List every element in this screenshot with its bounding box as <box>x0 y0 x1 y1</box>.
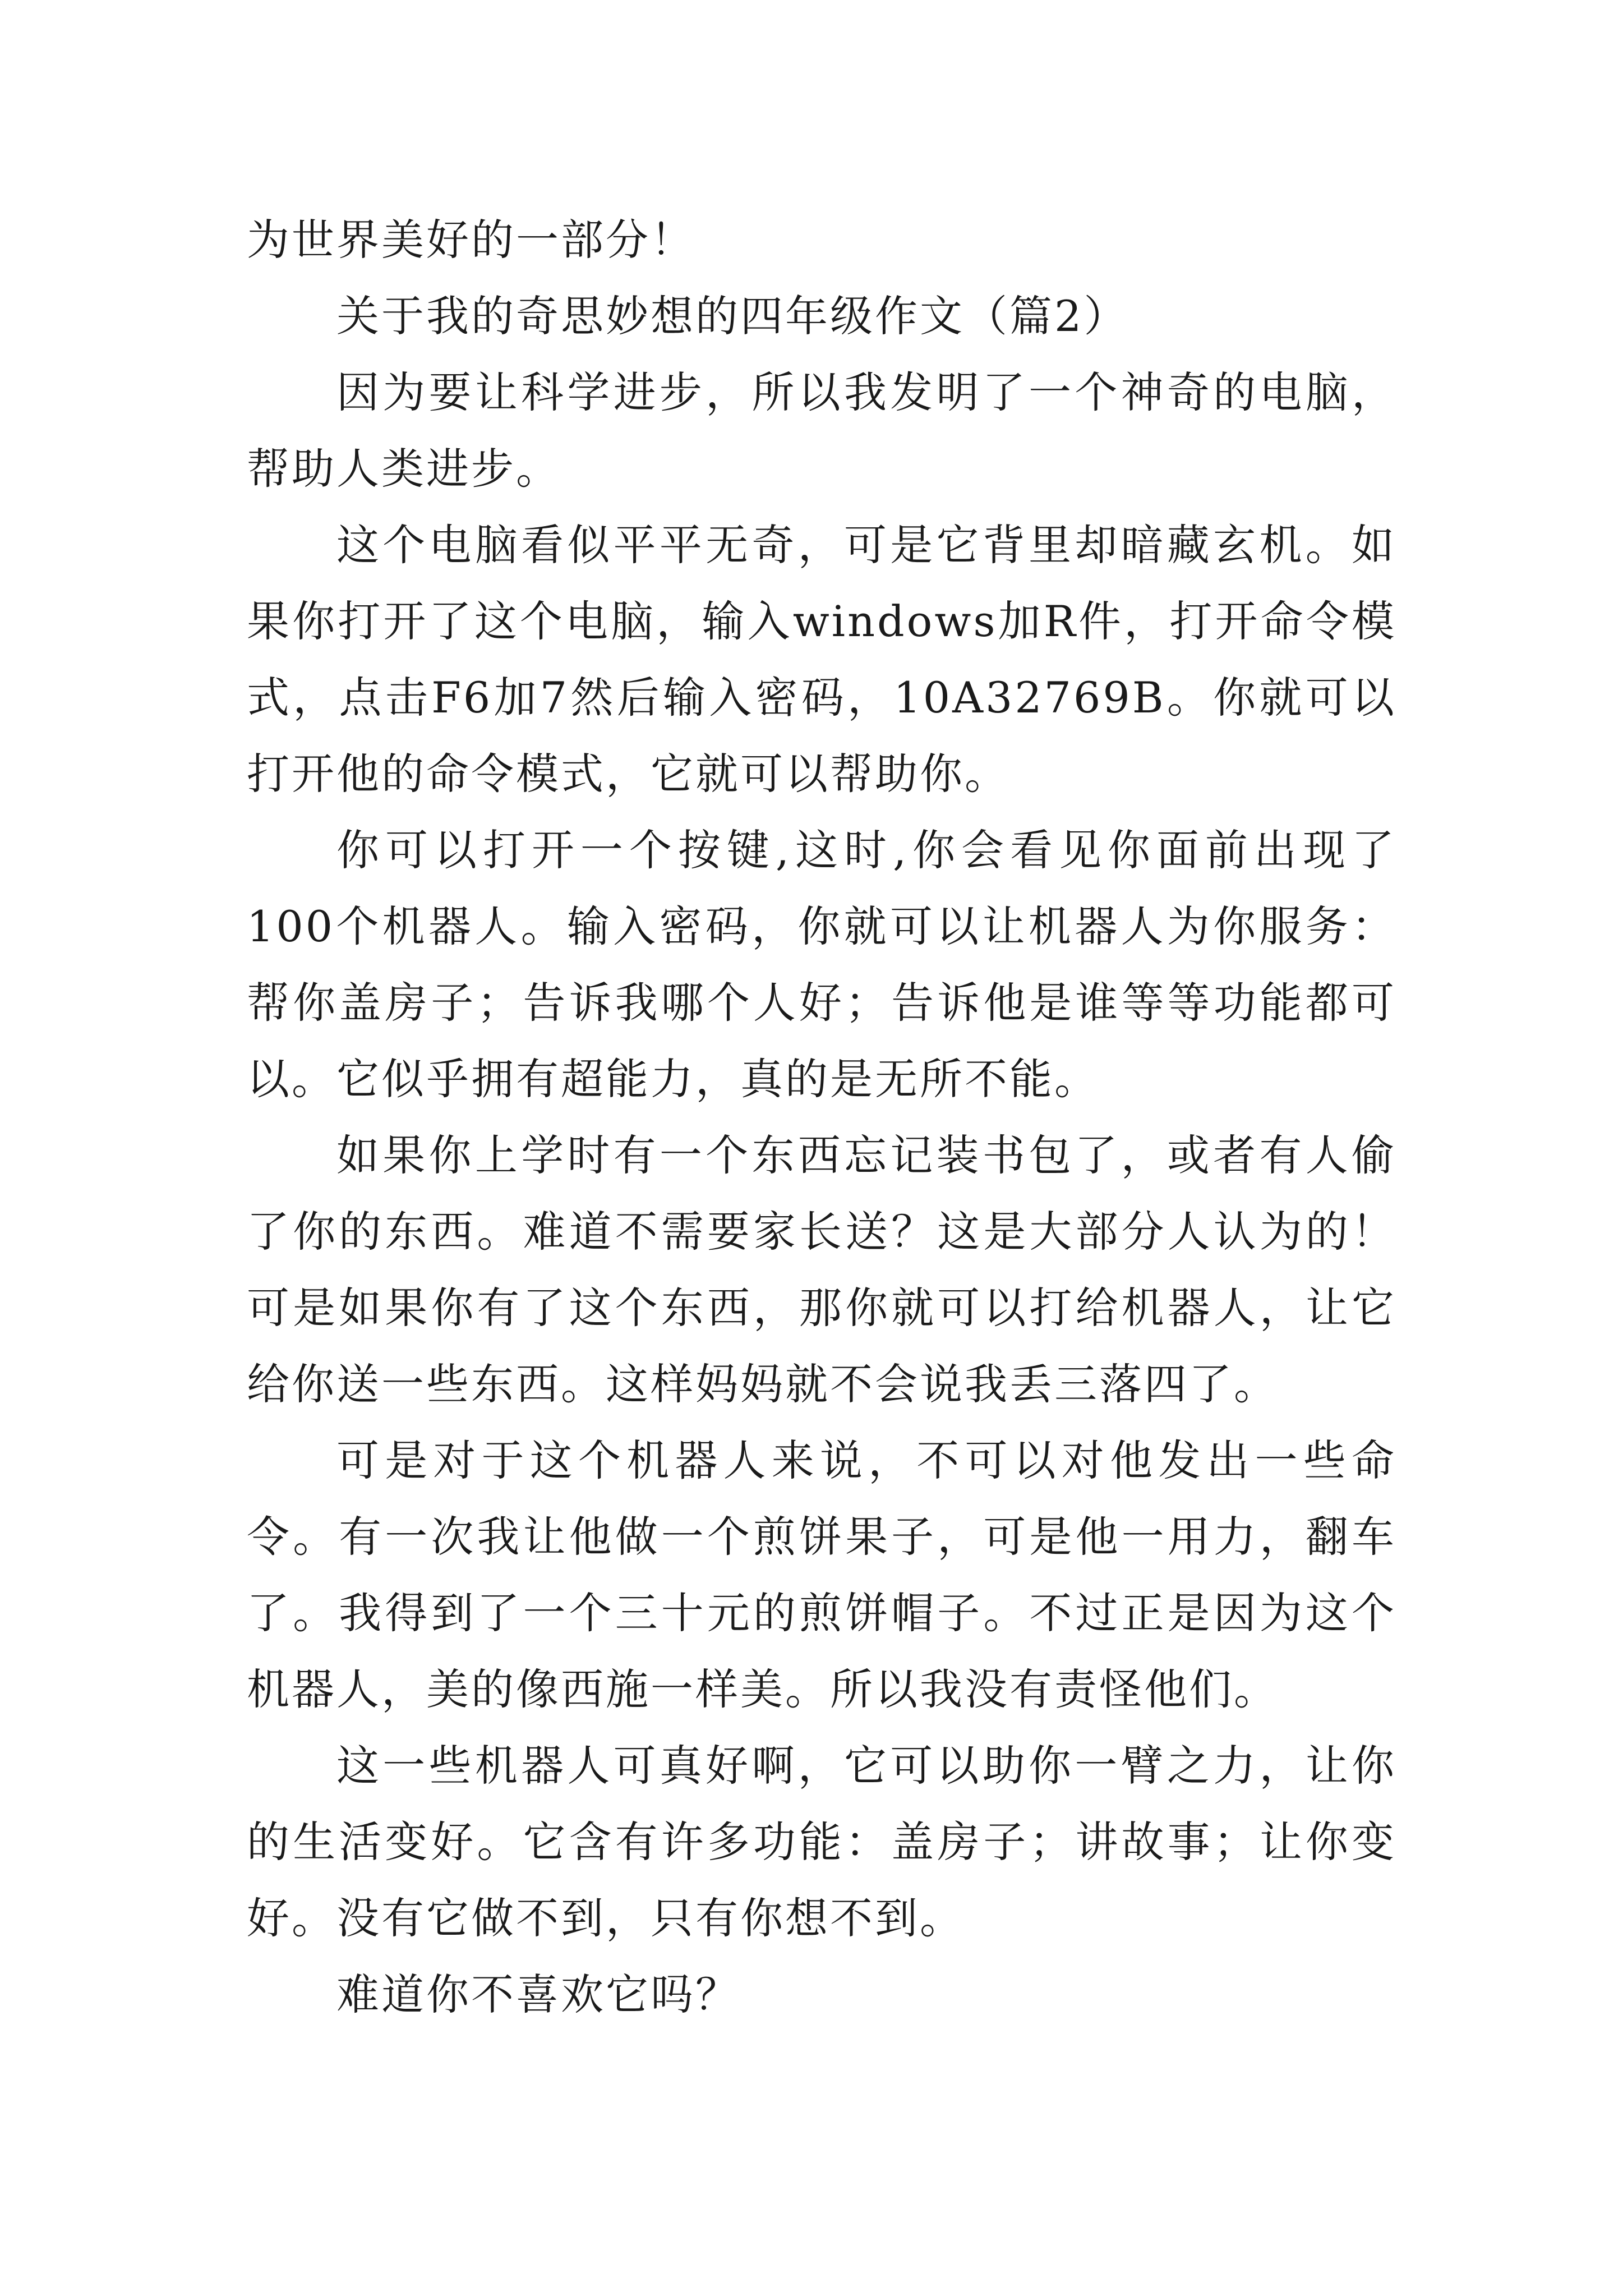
paragraph: 难道你不喜欢它吗？ <box>336 1970 740 2019</box>
paragraph: 如果你上学时有一个东西忘记装书包了，或者有人偷了你的东西。难道不需要家长送？这是大部分人认为的！可是如果你有了这个东西，那你就可以打给机器人，让它给你送一些东西。这样妈妈就不会说我丢三落四了。 <box>247 1130 1396 1409</box>
paragraph: 因为要让科学进步，所以我发明了一个神奇的电脑，帮助人类进步。 <box>247 367 1396 494</box>
paragraph-continuation: 为世界美好的一部分！ <box>247 215 695 265</box>
essay-title: 关于我的奇思妙想的四年级作文（篇2） <box>336 291 1129 341</box>
paragraph: 可是对于这个机器人来说，不可以对他发出一些命令。有一次我让他做一个煎饼果子，可是他一用力，翻车了。我得到了一个三十元的煎饼帽子。不过正是因为这个机器人，美的像西施一样美。所以我没有责怪他们。 <box>247 1435 1396 1714</box>
paragraph: 你可以打开一个按键,这时,你会看见你面前出现了100个机器人。输入密码，你就可以让机器人为你服务：帮你盖房子；告诉我哪个人好；告诉他是谁等等功能都可以。它似乎拥有超能力，真的是无所不能。 <box>247 825 1396 1104</box>
paragraph: 这个电脑看似平平无奇，可是它背里却暗藏玄机。如果你打开了这个电脑，输入windows加R件，打开命令模式，点击F6加7然后输入密码，10A32769B。你就可以打开他的命令模式，它就可以帮助你。 <box>247 520 1396 799</box>
paragraph: 这一些机器人可真好啊，它可以助你一臂之力，让你的生活变好。它含有许多功能：盖房子；讲故事；让你变好。没有它做不到，只有你想不到。 <box>247 1741 1396 1943</box>
document-body <box>247 202 1396 2033</box>
